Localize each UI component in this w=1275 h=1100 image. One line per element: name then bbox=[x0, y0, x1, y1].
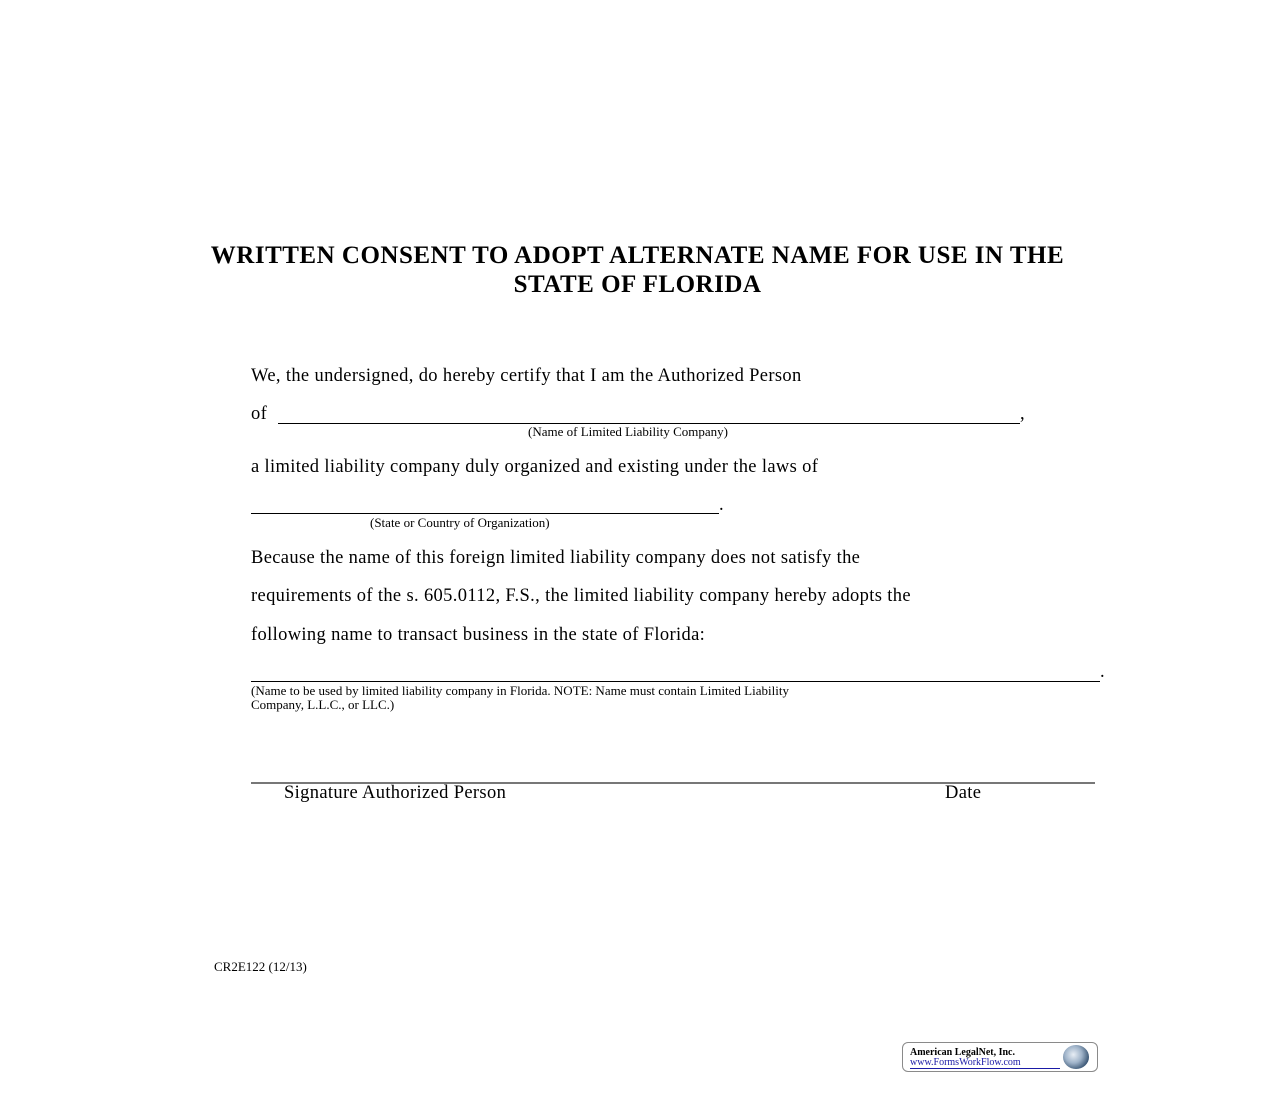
state-caption: (State or Country of Organization) bbox=[370, 515, 550, 530]
document-title-line-1: WRITTEN CONSENT TO ADOPT ALTERNATE NAME FOR USE IN THE bbox=[210, 242, 1065, 269]
period: . bbox=[1100, 662, 1105, 682]
document-title-line-2: STATE OF FLORIDA bbox=[513, 271, 762, 298]
state-of-organization-field[interactable] bbox=[251, 513, 719, 514]
organization-statement: a limited liability company duly organized and existing under the laws of bbox=[251, 457, 819, 477]
adoption-statement-line-1: Because the name of this foreign limited liability company does not satisfy the bbox=[251, 548, 861, 568]
logo-url-underline bbox=[910, 1068, 1060, 1069]
alternate-name-caption-line-2: Company, L.L.C., or LLC.) bbox=[251, 697, 395, 712]
logo-url-link[interactable]: www.FormsWorkFlow.com bbox=[910, 1057, 1021, 1068]
certification-statement: We, the undersigned, do hereby certify that I am the Authorized Person bbox=[251, 366, 802, 386]
signature-label: Signature Authorized Person bbox=[284, 783, 507, 803]
period: . bbox=[719, 495, 724, 515]
alternate-name-caption-line-1: (Name to be used by limited liability company in Florida. NOTE: Name must contain Limited Liability bbox=[251, 683, 789, 698]
comma: , bbox=[1020, 404, 1025, 424]
of-label: of bbox=[251, 404, 268, 424]
adoption-statement-line-3: following name to transact business in the state of Florida: bbox=[251, 625, 706, 645]
alternate-name-field[interactable] bbox=[251, 681, 1100, 682]
llc-name-caption: (Name of Limited Liability Company) bbox=[528, 424, 729, 439]
form-code: CR2E122 (12/13) bbox=[214, 959, 307, 974]
adoption-statement-line-2: requirements of the s. 605.0112, F.S., the limited liability company hereby adopts the bbox=[251, 586, 911, 606]
logo-company-name: American LegalNet, Inc. bbox=[910, 1047, 1015, 1058]
date-label: Date bbox=[945, 783, 982, 803]
american-legalnet-logo[interactable] bbox=[902, 1042, 1098, 1072]
globe-icon bbox=[1063, 1045, 1089, 1069]
